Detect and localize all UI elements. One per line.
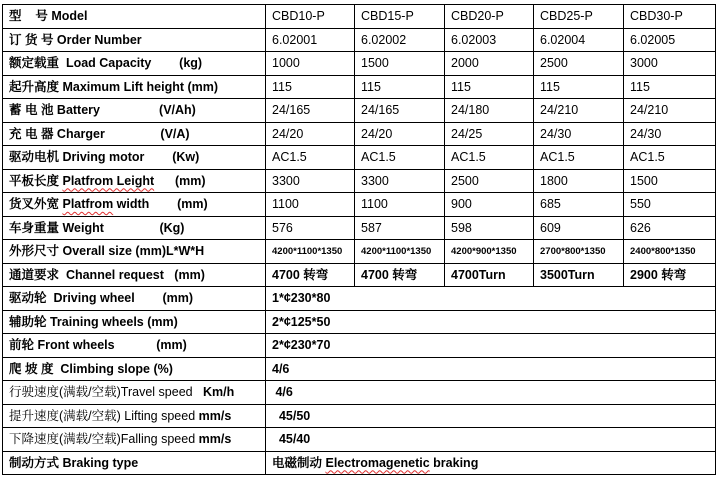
value-cell-platform-length xyxy=(624,169,716,193)
text-segment-falling-speed: 45/40 xyxy=(272,432,311,446)
value-cell-weight xyxy=(624,216,716,240)
value-cell-driving-wheel xyxy=(266,287,716,311)
value-cell-overall-size xyxy=(266,240,355,264)
text-segment-lift-height: 115 xyxy=(272,79,292,94)
row-label-platform-length xyxy=(3,169,266,193)
value-cell-lift-height xyxy=(266,75,355,99)
text-segment-braking-type: Electromagenetic xyxy=(325,455,430,470)
text-segment-charger: 24/30 xyxy=(630,126,662,141)
spec-row-driving-wheel xyxy=(3,287,716,311)
text-segment-lift-height: 115 xyxy=(361,79,381,94)
text-segment-load-capacity: 3000 xyxy=(630,56,658,70)
text-segment-channel-request: 4700 转弯 xyxy=(361,267,418,282)
spec-row-front-wheels xyxy=(3,334,716,358)
text-segment-front-wheels: 前轮 Front wheels (mm) xyxy=(9,338,187,352)
text-segment-driving-wheel: 1*¢230*80 xyxy=(272,291,331,305)
text-segment-falling-speed: 下降速度(满载/空载)Falling speed xyxy=(9,432,199,446)
value-cell-driving-motor xyxy=(534,146,624,170)
text-segment-falling-speed: mm/s xyxy=(198,432,232,446)
value-cell-model xyxy=(266,5,355,29)
row-label-weight xyxy=(3,216,266,240)
text-segment-charger: 充 电 器 Charger (V/A) xyxy=(9,126,190,141)
text-segment-braking-type: 电磁制动 xyxy=(272,455,326,470)
row-label-driving-motor xyxy=(3,146,266,170)
text-segment-driving-motor: AC1.5 xyxy=(361,150,396,164)
value-cell-lift-height xyxy=(534,75,624,99)
value-cell-charger xyxy=(445,122,534,146)
text-segment-platform-width: Platfrom xyxy=(62,197,114,211)
value-cell-falling-speed xyxy=(266,428,716,452)
spec-row-driving-motor xyxy=(3,146,716,170)
text-segment-battery: 24/165 xyxy=(361,103,400,117)
value-cell-channel-request xyxy=(266,263,355,287)
value-cell-weight xyxy=(266,216,355,240)
spec-row-weight xyxy=(3,216,716,240)
text-segment-load-capacity: 额定载重 Load Capacity (kg) xyxy=(9,56,203,70)
text-segment-travel-speed: 4/6 xyxy=(272,385,293,399)
value-cell-load-capacity xyxy=(355,52,445,76)
spec-row-lifting-speed xyxy=(3,404,716,428)
text-segment-driving-motor: AC1.5 xyxy=(540,150,575,164)
text-segment-battery: 24/210 xyxy=(630,103,669,117)
value-cell-order-number xyxy=(266,28,355,52)
text-segment-training-wheels: 2*¢125*50 xyxy=(272,314,331,329)
text-segment-platform-width: 685 xyxy=(540,197,561,211)
text-segment-weight: 598 xyxy=(451,220,472,235)
value-cell-platform-width xyxy=(534,193,624,217)
text-segment-charger: 24/25 xyxy=(451,126,483,141)
value-cell-model xyxy=(445,5,534,29)
spec-row-braking-type xyxy=(3,451,716,475)
text-segment-channel-request: 4700 转弯 xyxy=(272,267,329,282)
text-segment-lift-height: 起升高度 Maximum Lift height (mm) xyxy=(9,79,219,94)
spec-row-platform-length xyxy=(3,169,716,193)
value-cell-front-wheels xyxy=(266,334,716,358)
value-cell-order-number xyxy=(534,28,624,52)
value-cell-model xyxy=(534,5,624,29)
value-cell-model xyxy=(355,5,445,29)
text-segment-load-capacity: 1000 xyxy=(272,56,300,70)
text-segment-platform-length: Platfrom Leight xyxy=(62,173,155,188)
value-cell-platform-length xyxy=(355,169,445,193)
text-segment-lift-height: 115 xyxy=(540,79,560,94)
spec-row-battery xyxy=(3,99,716,123)
text-segment-order-number: 6.02003 xyxy=(451,32,497,47)
text-segment-platform-width: 1100 xyxy=(361,197,388,211)
value-cell-lift-height xyxy=(445,75,534,99)
value-cell-order-number xyxy=(355,28,445,52)
value-cell-charger xyxy=(624,122,716,146)
text-segment-load-capacity: 1500 xyxy=(361,56,389,70)
value-cell-training-wheels xyxy=(266,310,716,334)
text-segment-lift-height: 115 xyxy=(630,79,650,94)
row-label-driving-wheel xyxy=(3,287,266,311)
text-segment-order-number: 6.02002 xyxy=(361,32,407,47)
text-segment-battery: 24/165 xyxy=(272,103,311,117)
text-segment-platform-width: width (mm) xyxy=(113,197,208,211)
text-segment-charger: 24/20 xyxy=(272,126,304,141)
row-label-load-capacity xyxy=(3,52,266,76)
text-segment-order-number: 订 货 号 Order Number xyxy=(9,32,142,47)
text-segment-training-wheels: 辅助轮 Training wheels (mm) xyxy=(9,314,178,329)
value-cell-overall-size xyxy=(445,240,534,264)
text-segment-battery: 24/210 xyxy=(540,103,579,117)
text-segment-battery: 蓄 电 池 Battery (V/Ah) xyxy=(9,103,196,117)
spec-row-order-number xyxy=(3,28,716,52)
text-segment-climbing-slope: 4/6 xyxy=(272,361,290,376)
spec-row-charger xyxy=(3,122,716,146)
text-segment-lift-height: 115 xyxy=(451,79,471,94)
text-segment-weight: 587 xyxy=(361,220,382,235)
row-label-platform-width xyxy=(3,193,266,217)
text-segment-travel-speed: 行驶速度(满载/空载)Travel speed xyxy=(9,385,204,399)
value-cell-channel-request xyxy=(445,263,534,287)
text-segment-overall-size: 4200*1100*1350 xyxy=(272,245,343,257)
spec-row-training-wheels xyxy=(3,310,716,334)
value-cell-order-number xyxy=(445,28,534,52)
text-segment-front-wheels: 2*¢230*70 xyxy=(272,338,331,352)
value-cell-charger xyxy=(266,122,355,146)
spec-row-platform-width xyxy=(3,193,716,217)
value-cell-lift-height xyxy=(355,75,445,99)
text-segment-overall-size: 4200*1100*1350 xyxy=(361,245,432,257)
text-segment-load-capacity: 2500 xyxy=(540,56,568,70)
value-cell-lift-height xyxy=(624,75,716,99)
spec-table xyxy=(2,4,716,475)
row-label-battery xyxy=(3,99,266,123)
value-cell-braking-type xyxy=(266,451,716,475)
value-cell-battery xyxy=(534,99,624,123)
value-cell-overall-size xyxy=(624,240,716,264)
value-cell-platform-width xyxy=(445,193,534,217)
text-segment-overall-size: 4200*900*1350 xyxy=(451,245,517,257)
text-segment-model: 型 号 Model xyxy=(9,9,88,23)
row-label-climbing-slope xyxy=(3,357,266,381)
text-segment-platform-length: (mm) xyxy=(154,173,206,188)
text-segment-charger: 24/30 xyxy=(540,126,572,141)
text-segment-platform-width: 550 xyxy=(630,197,651,211)
value-cell-battery xyxy=(624,99,716,123)
value-cell-weight xyxy=(445,216,534,240)
value-cell-channel-request xyxy=(624,263,716,287)
text-segment-driving-wheel: 驱动轮 Driving wheel (mm) xyxy=(9,291,194,305)
text-segment-platform-length: 2500 xyxy=(451,173,479,188)
text-segment-platform-length: 3300 xyxy=(272,173,300,188)
text-segment-model: CBD10-P xyxy=(272,9,325,23)
value-cell-platform-width xyxy=(624,193,716,217)
text-segment-battery: 24/180 xyxy=(451,103,490,117)
text-segment-weight: 576 xyxy=(272,220,293,235)
text-segment-model: CBD15-P xyxy=(361,9,414,23)
text-segment-weight: 车身重量 Weight (Kg) xyxy=(9,220,185,235)
value-cell-battery xyxy=(266,99,355,123)
value-cell-charger xyxy=(534,122,624,146)
text-segment-channel-request: 3500Turn xyxy=(540,267,595,282)
value-cell-load-capacity xyxy=(266,52,355,76)
text-segment-braking-type: 制动方式 Braking type xyxy=(9,455,139,470)
text-segment-weight: 626 xyxy=(630,220,651,235)
text-segment-climbing-slope: 爬 坡 度 Climbing slope (%) xyxy=(9,361,173,376)
text-segment-order-number: 6.02001 xyxy=(272,32,318,47)
value-cell-platform-length xyxy=(534,169,624,193)
text-segment-platform-length: 1500 xyxy=(630,173,658,188)
spec-row-overall-size xyxy=(3,240,716,264)
value-cell-overall-size xyxy=(534,240,624,264)
spec-row-climbing-slope xyxy=(3,357,716,381)
text-segment-channel-request: 4700Turn xyxy=(451,267,506,282)
value-cell-channel-request xyxy=(355,263,445,287)
value-cell-driving-motor xyxy=(266,146,355,170)
spec-row-lift-height xyxy=(3,75,716,99)
value-cell-platform-width xyxy=(266,193,355,217)
row-label-overall-size xyxy=(3,240,266,264)
text-segment-model: CBD25-P xyxy=(540,9,593,23)
text-segment-driving-motor: AC1.5 xyxy=(630,150,665,164)
spec-row-model xyxy=(3,5,716,29)
value-cell-load-capacity xyxy=(445,52,534,76)
value-cell-channel-request xyxy=(534,263,624,287)
text-segment-order-number: 6.02004 xyxy=(540,32,586,47)
text-segment-platform-width: 1100 xyxy=(272,197,299,211)
row-label-lifting-speed xyxy=(3,404,266,428)
value-cell-climbing-slope xyxy=(266,357,716,381)
text-segment-order-number: 6.02005 xyxy=(630,32,676,47)
row-label-falling-speed xyxy=(3,428,266,452)
text-segment-driving-motor: AC1.5 xyxy=(272,150,307,164)
value-cell-model xyxy=(624,5,716,29)
text-segment-channel-request: 通道要求 Channel request (mm) xyxy=(9,267,205,282)
row-label-charger xyxy=(3,122,266,146)
value-cell-platform-length xyxy=(445,169,534,193)
text-segment-platform-width: 900 xyxy=(451,197,472,211)
value-cell-charger xyxy=(355,122,445,146)
value-cell-weight xyxy=(534,216,624,240)
text-segment-load-capacity: 2000 xyxy=(451,56,479,70)
text-segment-overall-size: 2700*800*1350 xyxy=(540,245,606,257)
text-segment-model: CBD30-P xyxy=(630,9,683,23)
row-label-channel-request xyxy=(3,263,266,287)
text-segment-platform-length: 3300 xyxy=(361,173,389,188)
value-cell-driving-motor xyxy=(355,146,445,170)
spec-table-body xyxy=(3,5,716,475)
row-label-model xyxy=(3,5,266,29)
value-cell-order-number xyxy=(624,28,716,52)
value-cell-travel-speed xyxy=(266,381,716,405)
text-segment-lifting-speed: 45/50 xyxy=(272,408,311,423)
text-segment-driving-motor: 驱动电机 Driving motor (Kw) xyxy=(9,150,200,164)
text-segment-driving-motor: AC1.5 xyxy=(451,150,486,164)
spec-row-falling-speed xyxy=(3,428,716,452)
value-cell-lifting-speed xyxy=(266,404,716,428)
text-segment-overall-size: 外形尺寸 Overall size (mm)L*W*H xyxy=(9,244,205,258)
value-cell-platform-width xyxy=(355,193,445,217)
value-cell-battery xyxy=(445,99,534,123)
text-segment-braking-type: braking xyxy=(429,455,479,470)
text-segment-charger: 24/20 xyxy=(361,126,393,141)
row-label-training-wheels xyxy=(3,310,266,334)
value-cell-platform-length xyxy=(266,169,355,193)
value-cell-battery xyxy=(355,99,445,123)
row-label-braking-type xyxy=(3,451,266,475)
text-segment-overall-size: 2400*800*1350 xyxy=(630,245,696,257)
value-cell-driving-motor xyxy=(624,146,716,170)
spec-row-travel-speed xyxy=(3,381,716,405)
value-cell-overall-size xyxy=(355,240,445,264)
text-segment-weight: 609 xyxy=(540,220,561,235)
text-segment-lifting-speed: 提升速度(满载/空载) Lifting speed xyxy=(9,408,199,423)
text-segment-lifting-speed: mm/s xyxy=(198,408,232,423)
spec-row-load-capacity xyxy=(3,52,716,76)
row-label-lift-height xyxy=(3,75,266,99)
row-label-travel-speed xyxy=(3,381,266,405)
text-segment-model: CBD20-P xyxy=(451,9,504,23)
text-segment-platform-width: 货叉外宽 xyxy=(9,197,63,211)
text-segment-platform-length: 平板长度 xyxy=(9,173,63,188)
value-cell-weight xyxy=(355,216,445,240)
text-segment-platform-length: 1800 xyxy=(540,173,568,188)
value-cell-load-capacity xyxy=(534,52,624,76)
value-cell-driving-motor xyxy=(445,146,534,170)
row-label-order-number xyxy=(3,28,266,52)
text-segment-travel-speed: Km/h xyxy=(203,385,235,399)
row-label-front-wheels xyxy=(3,334,266,358)
spec-row-channel-request xyxy=(3,263,716,287)
value-cell-load-capacity xyxy=(624,52,716,76)
text-segment-channel-request: 2900 转弯 xyxy=(630,267,687,282)
